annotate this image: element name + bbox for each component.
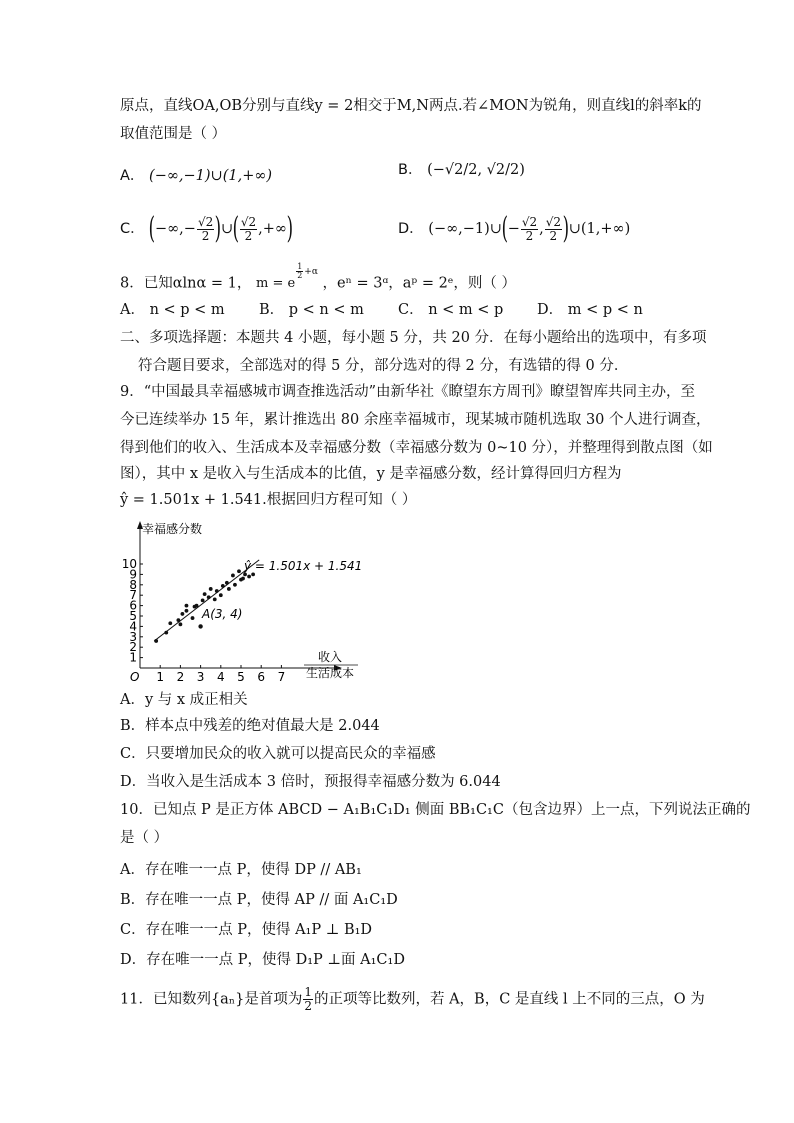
q10-option-d: D．存在唯一一点 P，使得 D₁P ⊥面 A₁C₁D xyxy=(120,952,405,968)
q8-option-a: A． n < p < m xyxy=(120,302,225,318)
q9-line3: 得到他们的收入、生活成本及幸福感分数（幸福感分数为 0~10 分），并整理得到散点图（如 xyxy=(120,440,713,456)
y-tick-label: 2 xyxy=(129,640,137,655)
y-tick-label: 9 xyxy=(129,567,137,582)
highlight-point-label: A(3, 4) xyxy=(202,607,243,621)
data-point xyxy=(179,622,183,626)
data-point xyxy=(181,612,185,616)
y-tick-label: 6 xyxy=(129,598,137,613)
data-point xyxy=(241,577,245,581)
q8-option-d: D． m < p < n xyxy=(537,302,643,318)
q9-line4: 图），其中 x 是收入与生活成本的比值，y 是幸福感分数，经计算得回归方程为 xyxy=(120,466,622,482)
data-point xyxy=(203,592,207,596)
q9-line5: ŷ = 1.501x + 1.541.根据回归方程可知（ ） xyxy=(120,492,417,508)
x-tick-label: 4 xyxy=(216,670,225,684)
data-point xyxy=(191,616,195,620)
q9-option-b: B．样本点中残差的绝对值最大是 2.044 xyxy=(120,718,380,734)
x-tick-label: 3 xyxy=(196,670,205,684)
data-point xyxy=(231,574,235,578)
q9-line2: 今已连续举办 15 年，累计推选出 80 余座幸福城市，现某城市随机选取 30 个人进行调查， xyxy=(120,412,711,428)
q8-stem: 8．已知αlnα = 1， m = e $^{\frac{1}{2} +\alpha}$ ，eⁿ = 3ᵅ，aᵖ = 2ᵉ，则（ ） xyxy=(120,262,517,292)
y-tick-label: 5 xyxy=(129,609,137,623)
x-tick-label: 1 xyxy=(156,670,165,684)
q8-m-expression: m = e $^{\frac{1}{2} +\alpha}$ xyxy=(256,262,318,292)
data-point xyxy=(168,621,172,625)
data-point xyxy=(251,573,255,577)
q7-option-d: D． (−∞,−1)∪(− $\frac{√2}{2}$ , $\frac{√2}{2}$ )∪(1,+∞) xyxy=(398,211,631,246)
q7-line1: 原点，直线OA,OB分别与直线y = 2相交于M,N两点.若∠MON为锐角，则直线l的斜率k的 xyxy=(120,98,702,114)
section2-heading-line1: 二、多项选择题：本题共 4 小题，每小题 5 分，共 20 分．在每小题给出的选项中，有多项 xyxy=(120,330,707,346)
q8-option-c: C． n < m < p xyxy=(398,302,504,318)
data-point xyxy=(209,587,213,591)
q9-option-c: C．只要增加民众的收入就可以提高民众的幸福感 xyxy=(120,746,436,762)
q7-option-c: C． (−∞,− $\frac{√2}{2}$ )∪( $\frac{√2}{2}$ ,+∞) xyxy=(120,211,294,246)
q7-line2: 取值范围是（ ） xyxy=(120,126,227,142)
origin-label: O xyxy=(130,670,140,684)
data-point xyxy=(219,593,223,597)
q11-line1: 11．已知数列{aₙ}是首项为 $\frac{1}{2}$ 的正项等比数列，若 A，B，C 是直线 l 上不同的三点，O 为 xyxy=(120,985,705,1013)
data-point xyxy=(185,609,189,613)
data-point xyxy=(201,599,205,603)
q10-option-b: B．存在唯一一点 P，使得 AP // 面 A₁C₁D xyxy=(120,892,398,908)
q9-line1: 9．“中国最具幸福感城市调查推选活动”由新华社《瞭望东方周刊》瞭望智库共同主办，至 xyxy=(120,384,696,400)
x-tick-label: 6 xyxy=(257,670,266,684)
data-point xyxy=(233,583,237,587)
y-tick-label: 7 xyxy=(129,588,137,603)
data-point xyxy=(225,581,229,585)
q9-option-a: A．y 与 x 成正相关 xyxy=(120,692,248,708)
data-point xyxy=(154,639,158,643)
x-axis-label-top: 收入 xyxy=(318,650,343,664)
data-point xyxy=(185,604,189,608)
data-point xyxy=(237,569,241,573)
q7-option-b-text: (−√2/2, √2/2) xyxy=(427,162,525,178)
section2-heading-line2: 符合题目要求，全部选对的得 5 分，部分选对的得 2 分，有选错的得 0 分． xyxy=(138,358,629,374)
data-point xyxy=(207,595,211,599)
y-tick-label: 8 xyxy=(129,577,137,592)
x-tick-label: 2 xyxy=(176,670,185,684)
q7-option-b: B． (−√2/2, √2/2) xyxy=(398,162,525,178)
data-point xyxy=(176,618,180,622)
y-tick-label: 3 xyxy=(129,629,137,644)
data-point xyxy=(164,631,168,635)
y-tick-label: 4 xyxy=(129,619,137,634)
y-axis-label: 幸福感分数 xyxy=(142,522,203,536)
q10-option-a: A．存在唯一一点 P，使得 DP // AB₁ xyxy=(120,862,362,878)
highlight-point-a xyxy=(198,624,202,628)
q10-line1: 10．已知点 P 是正方体 ABCD − A₁B₁C₁D₁ 侧面 BB₁C₁C（包含边界）上一点，下列说法正确的 xyxy=(120,802,751,818)
data-point xyxy=(247,575,251,579)
q10-line2: 是（ ） xyxy=(120,830,169,846)
data-point xyxy=(195,604,199,608)
data-point xyxy=(243,573,247,577)
q8-option-b: B． p < n < m xyxy=(259,302,364,318)
q9-option-d: D．当收入是生活成本 3 倍时，预报得幸福感分数为 6.044 xyxy=(120,774,501,790)
regression-line xyxy=(154,560,259,641)
data-point xyxy=(215,589,219,593)
data-point xyxy=(221,584,225,588)
data-point xyxy=(227,587,231,591)
regression-label: ŷ = 1.501x + 1.541 xyxy=(244,559,363,573)
x-tick-label: 5 xyxy=(237,670,245,684)
q10-option-c: C．存在唯一一点 P，使得 A₁P ⊥ B₁D xyxy=(120,922,373,938)
y-tick-label: 1 xyxy=(129,650,137,665)
x-axis-label-bottom: 生活成本 xyxy=(306,666,355,680)
x-tick-label: 7 xyxy=(277,670,286,684)
y-tick-label: 10 xyxy=(121,557,137,571)
data-point xyxy=(213,597,217,601)
q7-option-a: A． (−∞,−1)∪(1,+∞) xyxy=(120,168,273,184)
scatter-chart xyxy=(118,518,378,684)
